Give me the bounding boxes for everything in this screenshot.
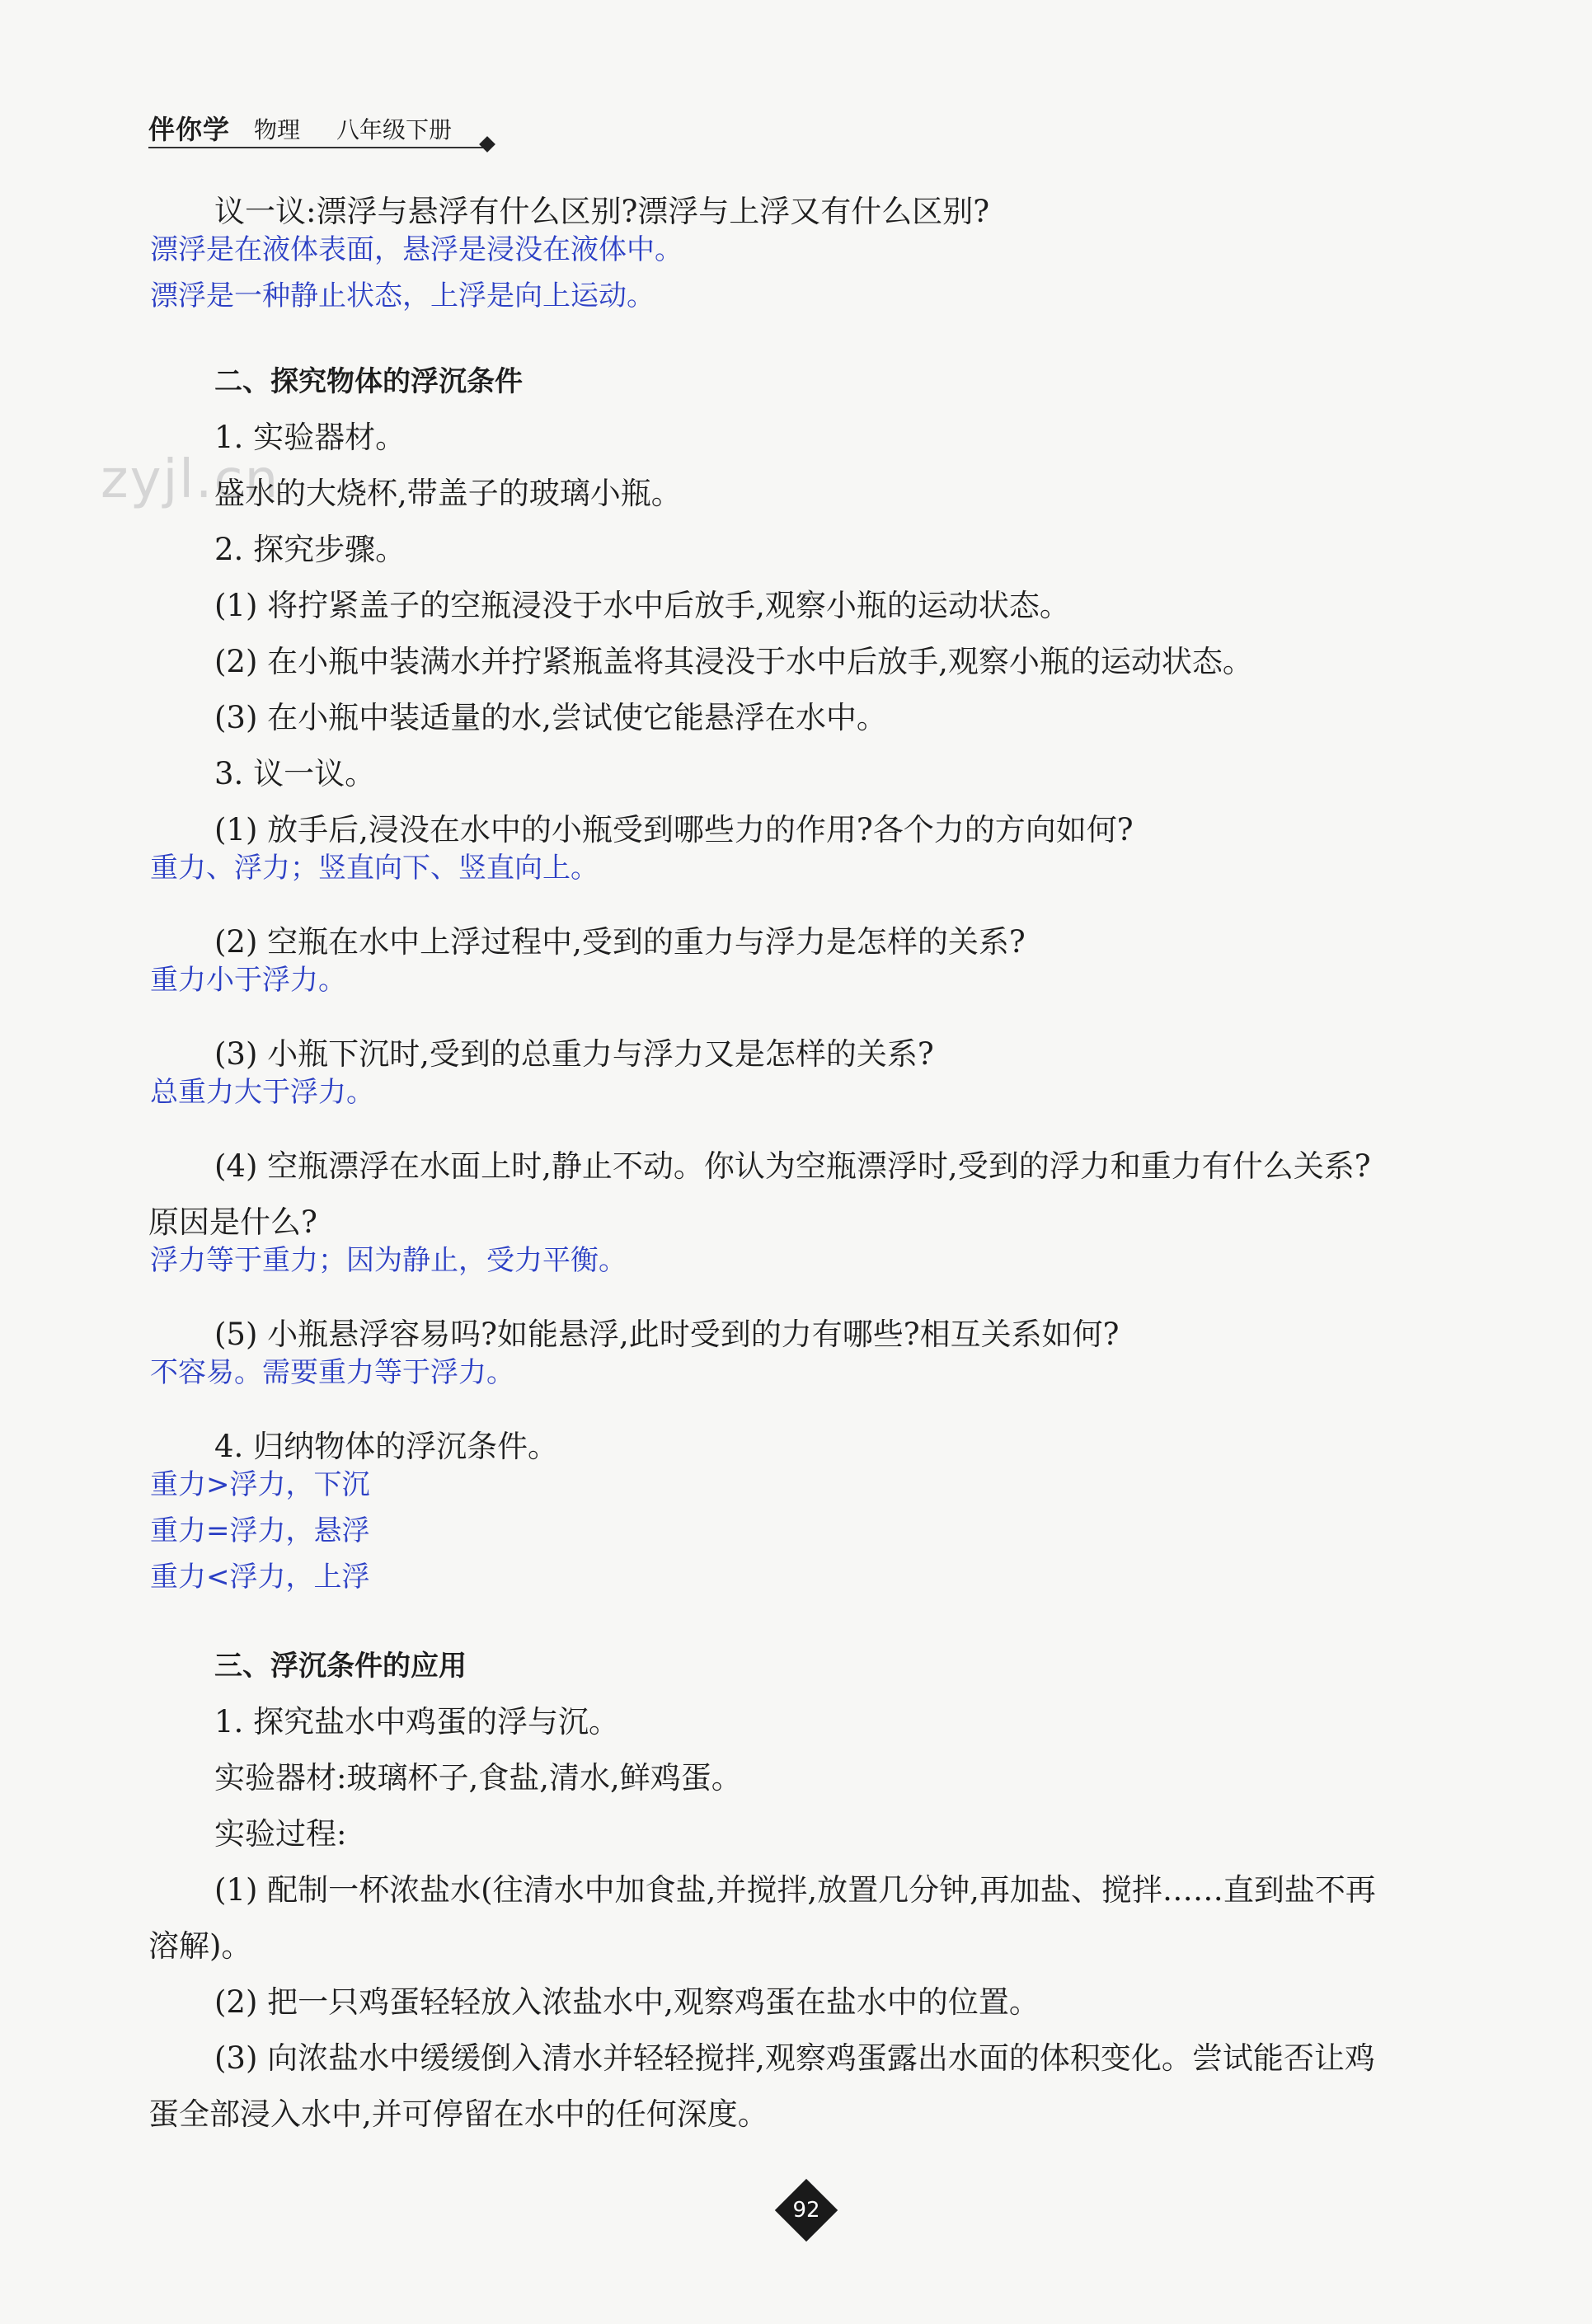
watermark: zyjl.cn bbox=[101, 449, 280, 510]
body-text: 实验器材:玻璃杯子,食盐,清水,鲜鸡蛋。 bbox=[214, 1760, 742, 1796]
item-heading: 1. 探究盐水中鸡蛋的浮与沉。 bbox=[214, 1704, 620, 1739]
step-text: (2) 把一只鸡蛋轻轻放入浓盐水中,观察鸡蛋在盐水中的位置。 bbox=[214, 1984, 1040, 2020]
answer-line: 漂浮是在液体表面，悬浮是浸没在液体中。 bbox=[150, 233, 683, 266]
answer-line: 重力小于浮力。 bbox=[150, 964, 346, 997]
discuss-question: 议一议:漂浮与悬浮有什么区别?漂浮与上浮又有什么区别? bbox=[214, 194, 990, 229]
question-text: (4) 空瓶漂浮在水面上时,静止不动。你认为空瓶漂浮时,受到的浮力和重力有什么关系? bbox=[214, 1148, 1371, 1184]
answer-line: 重力、浮力；竖直向下、竖直向上。 bbox=[150, 852, 599, 885]
step-text: (2) 在小瓶中装满水并拧紧瓶盖将其浸没于水中后放手,观察小瓶的运动状态。 bbox=[214, 644, 1253, 679]
item-heading: 4. 归纳物体的浮沉条件。 bbox=[214, 1429, 559, 1464]
answer-line: 重力<浮力，上浮 bbox=[150, 1561, 370, 1594]
step-text: (3) 向浓盐水中缓缓倒入清水并轻轻搅拌,观察鸡蛋露出水面的体积变化。尝试能否让鸡 bbox=[214, 2040, 1375, 2076]
step-text: 溶解)。 bbox=[148, 1928, 252, 1964]
answer-line: 重力=浮力，悬浮 bbox=[150, 1514, 370, 1547]
step-text: (1) 配制一杯浓盐水(往清水中加食盐,并搅拌,放置几分钟,再加盐、搅拌……直到盐不再 bbox=[214, 1872, 1376, 1908]
page-header bbox=[148, 109, 486, 148]
step-text: (1) 将拧紧盖子的空瓶浸没于水中后放手,观察小瓶的运动状态。 bbox=[214, 588, 1070, 623]
step-text: 蛋全部浸入水中,并可停留在水中的任何深度。 bbox=[148, 2096, 768, 2132]
answer-line: 重力>浮力，下沉 bbox=[150, 1468, 370, 1501]
question-text: 原因是什么? bbox=[148, 1204, 317, 1240]
section-title: 三、浮沉条件的应用 bbox=[214, 1650, 467, 1683]
question-text: (5) 小瓶悬浮容易吗?如能悬浮,此时受到的力有哪些?相互关系如何? bbox=[214, 1317, 1120, 1352]
answer-line: 总重力大于浮力。 bbox=[150, 1076, 374, 1109]
grade-label: 八年级下册 bbox=[336, 116, 453, 143]
item-heading: 3. 议一议。 bbox=[214, 756, 376, 791]
page-number: 92 bbox=[792, 2198, 820, 2223]
question-text: (2) 空瓶在水中上浮过程中,受到的重力与浮力是怎样的关系? bbox=[214, 924, 1026, 960]
page-number-badge bbox=[775, 2179, 838, 2242]
item-heading: 1. 实验器材。 bbox=[214, 420, 406, 455]
answer-line: 浮力等于重力；因为静止，受力平衡。 bbox=[150, 1244, 627, 1277]
body-text: 盛水的大烧杯,带盖子的玻璃小瓶。 bbox=[214, 476, 682, 511]
answer-line: 漂浮是一种静止状态，上浮是向上运动。 bbox=[150, 279, 655, 312]
series-brand: 伴你学 bbox=[148, 114, 231, 145]
question-text: (1) 放手后,浸没在水中的小瓶受到哪些力的作用?各个力的方向如何? bbox=[214, 812, 1134, 847]
section-title: 二、探究物体的浮沉条件 bbox=[214, 365, 523, 398]
question-text: (3) 小瓶下沉时,受到的总重力与浮力又是怎样的关系? bbox=[214, 1036, 934, 1072]
body-text: 实验过程: bbox=[214, 1816, 347, 1852]
step-text: (3) 在小瓶中装适量的水,尝试使它能悬浮在水中。 bbox=[214, 700, 887, 735]
subject-label: 物理 bbox=[254, 116, 301, 143]
item-heading: 2. 探究步骤。 bbox=[214, 532, 406, 567]
answer-line: 不容易。需要重力等于浮力。 bbox=[150, 1356, 514, 1389]
